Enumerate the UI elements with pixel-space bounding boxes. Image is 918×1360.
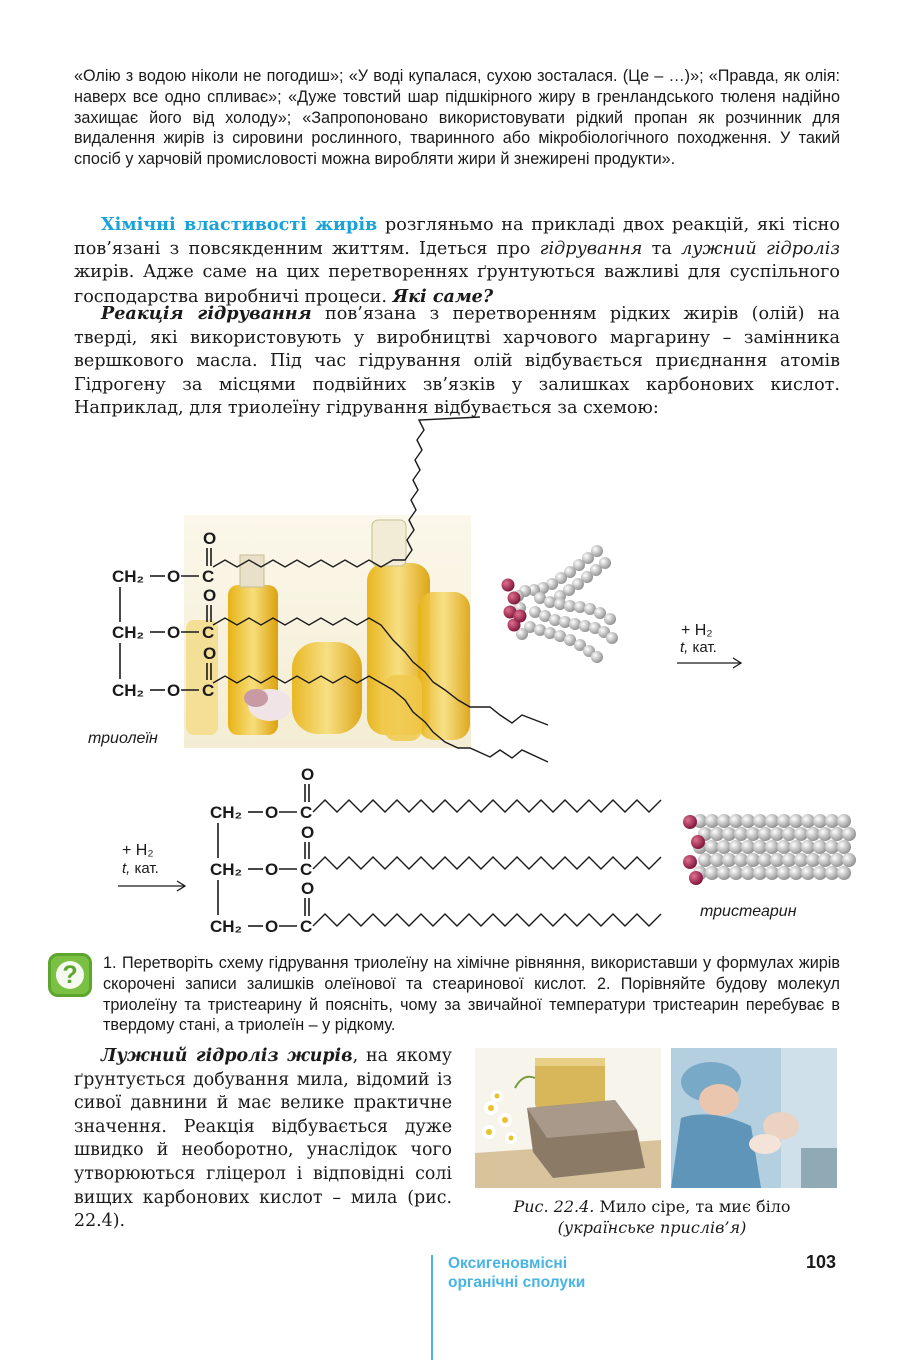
figure-caption-line-1 (468, 1196, 836, 1217)
hydrogenation-arrow-2 (118, 842, 185, 891)
ester-oxygen: O (167, 681, 181, 700)
page-number: 103 (806, 1252, 837, 1272)
carbonyl-carbon: C (300, 917, 313, 936)
chem-properties-text-3: жирів. Адже саме на цих перетвореннях ґрунтуються важливі для суспільного господарства виробничі процеси. (74, 262, 840, 307)
ester-oxygen: O (265, 860, 279, 879)
ch2-label: CH₂ (210, 803, 243, 822)
ester-oxygen: O (265, 917, 279, 936)
hydrogenation-heading: Реакція гідрування (101, 303, 312, 324)
oil-bottles-photo (184, 515, 471, 748)
ch2-label: CH₂ (112, 567, 145, 586)
carbonyl-carbon: C (300, 860, 313, 879)
tristearin-chains (313, 800, 661, 926)
figure-caption (468, 1196, 836, 1238)
reagent-h2: + H₂ (122, 842, 154, 859)
chem-properties-text-1: розгляньмо на прикладі двох реакцій, які тісно пов’язані з повсякденним життям. Ідеться про (74, 215, 841, 259)
ester-oxygen: O (167, 567, 181, 586)
hydrolysis-heading: Лужний гідроліз жирів (101, 1046, 353, 1066)
surgeons-washing-hands-photo (671, 1048, 837, 1188)
carbonyl-oxygen: O (301, 765, 315, 784)
ch2-label: CH₂ (112, 681, 145, 700)
triolein-label: триолеїн (88, 730, 158, 747)
soap-photo (475, 1048, 661, 1188)
term-hydrogenation: гідрування (539, 238, 643, 259)
carbonyl-carbon: C (202, 567, 215, 586)
chem-properties-question: Які саме? (392, 285, 494, 307)
hydrogenation-text: пов’язана з перетворенням рідких жирів (олій) на тверді, які використовують у виробництві харчового маргарину – замінника вершкового масла. Під час гідрування олій відбувається приєднання атомів Гідрогену за місцями подвійних зв’язків у залишках карбонових кислот. Наприклад, для триолеїну гідрування відбувається за схемою: (74, 304, 841, 419)
task-text: 1. Перетворіть схему гідрування триолеїну на хімічне рівняння, використавши у формулах жирів скорочені записи залишків олеїнової та стеаринової кислот. 2. Порівняйте будову молекул триолеїну та тристеарину й поясніть, чому за звичайної температури тристеарин перебуває в твердому стані, а триолеїн – у рідкому. (103, 954, 840, 1035)
carbonyl-oxygen: O (203, 586, 217, 605)
term-alkaline-hydrolysis: лужний гідроліз (681, 238, 840, 259)
footer-section-title (448, 1254, 585, 1292)
tristearin-glycerol-head (210, 765, 314, 936)
carbonyl-carbon: C (300, 803, 313, 822)
ester-oxygen: O (265, 803, 279, 822)
figure-caption-source: (українське прислів’я) (557, 1218, 747, 1237)
tristearin-row-1 (210, 765, 314, 822)
ester-oxygen: O (167, 623, 181, 642)
footer-section-line-2: органічні сполуки (448, 1274, 586, 1291)
chem-properties-text-2: та (642, 238, 682, 259)
hydrolysis-paragraph (74, 1045, 452, 1234)
footer-divider (431, 1255, 433, 1360)
reagent-h2: + H₂ (681, 622, 713, 639)
hydrogenation-arrow-1 (677, 622, 741, 668)
carbonyl-carbon: C (202, 681, 215, 700)
figure-caption-text: Мило сіре, та миє біло (594, 1197, 791, 1216)
tristearin-label: тристеарин (700, 903, 797, 920)
footer-section-line-1: Оксигеновмісні (448, 1255, 568, 1272)
carbonyl-carbon: C (202, 623, 215, 642)
tristearin-row-2 (210, 823, 314, 879)
figure-label: Рис. 22.4. (513, 1197, 595, 1216)
carbonyl-oxygen: O (301, 823, 315, 842)
tristearin-row-3 (210, 879, 314, 936)
ch2-label: CH₂ (210, 860, 243, 879)
reaction-condition: t, кат. (122, 860, 159, 877)
chem-properties-heading: Хімічні властивості жирів (101, 214, 378, 235)
reaction-condition: t, кат. (680, 639, 717, 656)
carbonyl-oxygen: O (301, 879, 315, 898)
ch2-label: CH₂ (210, 917, 243, 936)
intro-paragraph: «Олію з водою ніколи не погодиш»; «У воді купалася, сухою зосталася. (Це – …)»; «Правда, як олія: наверх все одно спливає»; «Дуже товстий шар підшкірного жиру в гренландського тюленя надійно захищає його від холоду»; «Запропоновано використовувати рідкий пропан як розчинник для видалення жирів із сировини рослинного, тваринного або мікробіологічного походження. У такий спосіб у харчовій промисловості можна виробляти жири й знежирені продукти». (74, 67, 840, 169)
hydrolysis-text: , на якому ґрунтується добування мила, відомий із сивої давнини й має велике практичне значення. Реакція відбувається дуже швидко й необоротно, унаслідок чого утворюються гліцерол і відповідні солі вищих карбонових кислот – мила (рис. 22.4). (74, 1046, 452, 1232)
carbonyl-oxygen: O (203, 529, 217, 548)
triolein-molecule-model (502, 545, 619, 663)
tristearin-molecule-model (683, 814, 856, 885)
carbonyl-oxygen: O (203, 644, 217, 663)
ch2-label: CH₂ (112, 623, 145, 642)
question-icon: ? (48, 953, 92, 997)
